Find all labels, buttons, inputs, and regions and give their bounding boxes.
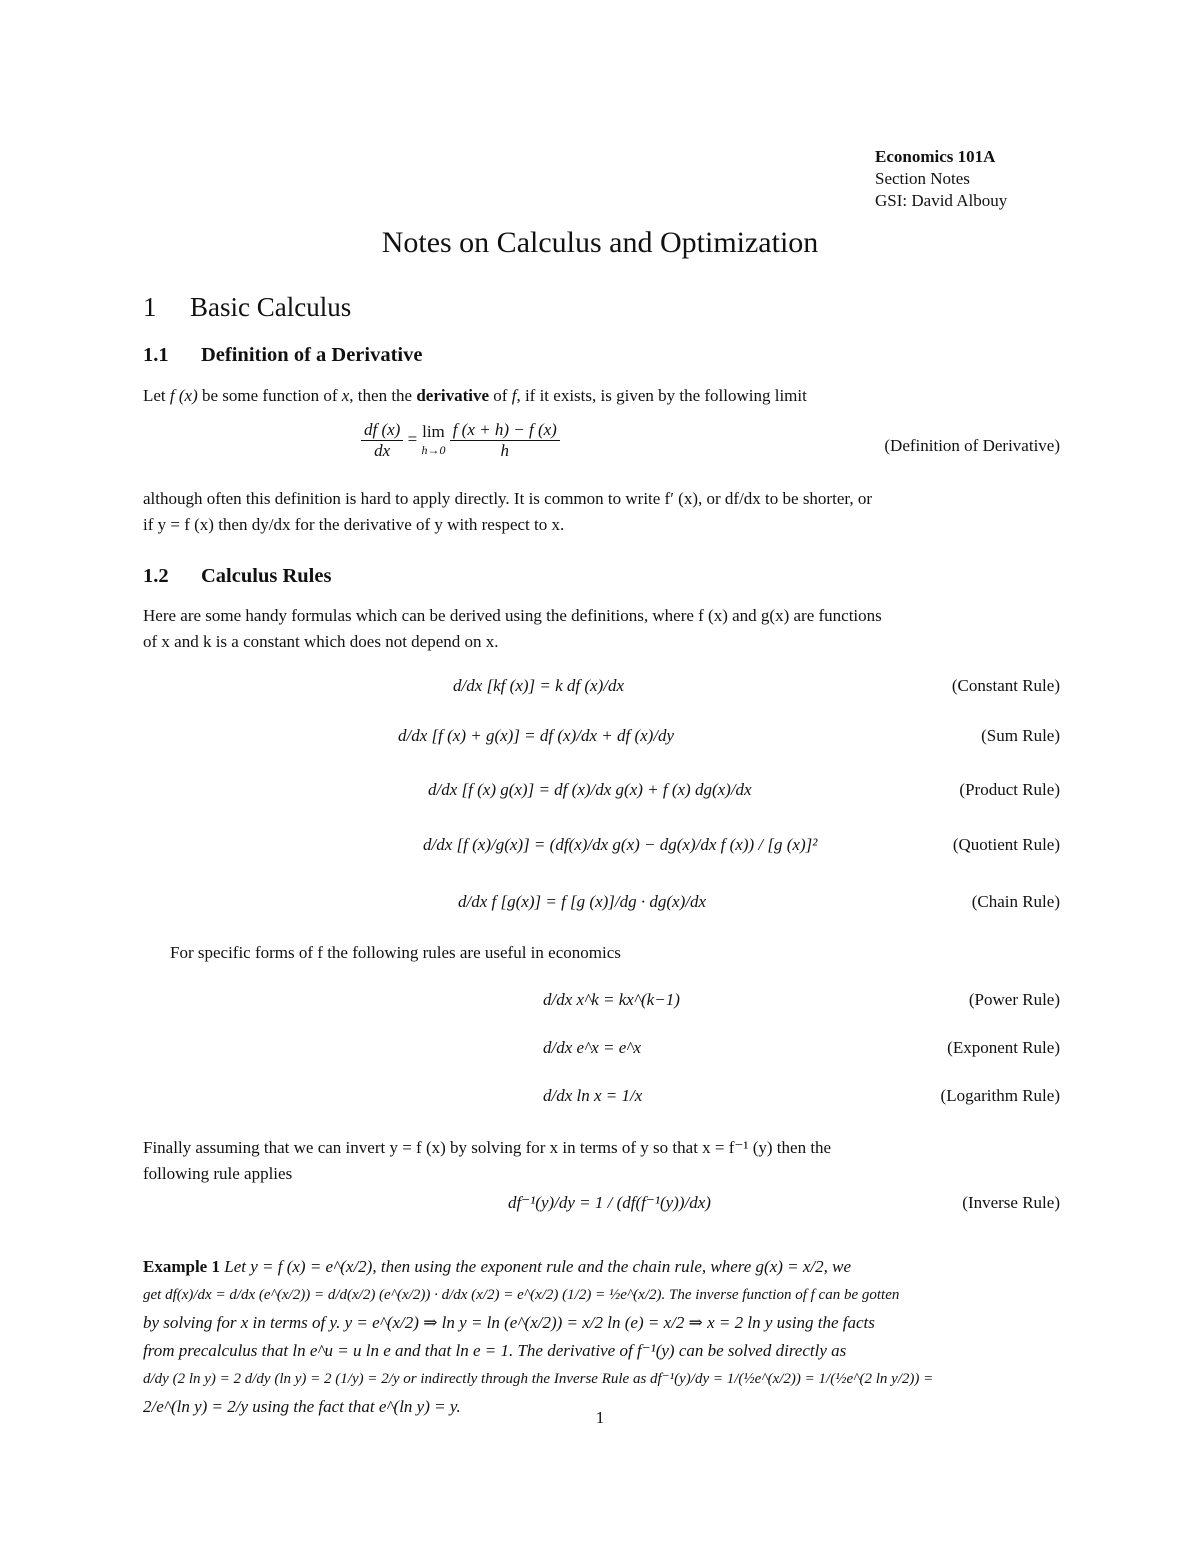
example-block (143, 1253, 1060, 1421)
rule-label: (Quotient Rule) (952, 835, 1060, 854)
rule-label: (Chain Rule) (971, 892, 1060, 911)
section-title: Definition of a Derivative (201, 344, 423, 366)
rule-power (143, 980, 1060, 1024)
rule-label: (Product Rule) (959, 780, 1060, 799)
section-number: 1.1 (143, 344, 169, 366)
lim-subscript: h→0 (421, 442, 446, 457)
rule-inverse (143, 1183, 1060, 1227)
example-line: get df(x)/dx = d/dx (e^(x/2)) = d/d(x/2) (e^(x/2)) · d/dx (x/2) = e^(x/2) (1/2) = ½e^(x/2). The inverse function of f can be gotten (143, 1287, 900, 1303)
section-title: Calculus Rules (201, 565, 332, 587)
rule-sum (143, 716, 1060, 760)
rule-expression: d/dx f [g(x)] = f [g (x)]/dg · dg(x)/dx (458, 892, 706, 911)
section-1-2-heading (143, 565, 331, 588)
rule-expression: d/dx [f (x) + g(x)] = df (x)/dx + df (x)/dy (398, 726, 675, 745)
lim-text: lim (422, 421, 445, 441)
section-1-heading (143, 292, 351, 323)
equation-definition (143, 420, 1060, 480)
after-definition-paragraph (143, 486, 1060, 538)
rule-expression: d/dx x^k = kx^(k−1) (543, 990, 680, 1009)
course-header (875, 146, 1007, 212)
equation-label: (Definition of Derivative) (884, 436, 1060, 455)
rule-label: (Inverse Rule) (962, 1193, 1060, 1212)
rule-quotient (143, 825, 1060, 869)
fraction (361, 420, 403, 461)
rules-paragraph (143, 603, 1060, 655)
section-notes-label: Section Notes (875, 169, 970, 188)
rule-expression: d/dx [f (x)/g(x)] = (df(x)/dx g(x) − dg(x)/dx f (x)) / [g (x)]² (423, 835, 818, 854)
page-number: 1 (595, 1408, 605, 1427)
denominator: h (500, 441, 509, 460)
rule-label: (Logarithm Rule) (940, 1086, 1060, 1105)
inverse-paragraph (143, 1135, 1060, 1187)
rule-expression: df⁻¹(y)/dy = 1 / (df(f⁻¹(y))/dx) (508, 1193, 711, 1212)
text-line: of x and k is a constant which does not depend on x. (143, 632, 499, 651)
rule-chain (143, 882, 1060, 926)
text: , if it exists, is given by the following limit (516, 386, 807, 405)
math-f: f (511, 386, 517, 405)
text-line: Finally assuming that we can invert y = f (x) by solving for x in terms of y so that x = f⁻¹ (y) then the (143, 1138, 832, 1157)
denominator: dx (374, 441, 391, 460)
rule-exponent (143, 1028, 1060, 1072)
text: be some function of (197, 386, 342, 405)
rule-expression: d/dx ln x = 1/x (543, 1086, 643, 1105)
example-line: Let y = f (x) = e^(x/2), then using the exponent rule and the chain rule, where g(x) = x/2, we (224, 1257, 852, 1276)
math-x: x (341, 386, 350, 405)
rule-label: (Constant Rule) (951, 676, 1060, 695)
text-line: although often this definition is hard to apply directly. It is common to write f′ (x), or df/dx to be shorter, or (143, 489, 873, 508)
example-line: d/dy (2 ln y) = 2 d/dy (ln y) = 2 (1/y) = 2/y or indirectly through the Inverse Rule as df⁻¹(y)/dy = 1/(½e^(x/2)) = 1/(½e^(2 ln y/2)) = (143, 1371, 934, 1387)
gsi-name: GSI: David Albouy (875, 191, 1008, 210)
example-line: from precalculus that ln e^u = u ln e and that ln e = 1. The derivative of f⁻¹(y) can be solved directly as (143, 1341, 847, 1360)
text: , then the (349, 386, 417, 405)
document-title: Notes on Calculus and Optimization (381, 226, 819, 259)
example-label: Example 1 (143, 1257, 220, 1276)
limit (421, 422, 445, 460)
rule-expression: d/dx [f (x) g(x)] = df (x)/dx g(x) + f (x) dg(x)/dx (428, 780, 752, 799)
rule-constant (143, 666, 1060, 710)
math-fx: f (x) (169, 386, 198, 405)
numerator: df (x) (361, 420, 403, 441)
course-name: Economics 101A (875, 147, 996, 166)
rule-product (143, 770, 1060, 814)
section-1-1-heading (143, 344, 422, 367)
section-number: 1.2 (143, 565, 169, 587)
rule-logarithm (143, 1076, 1060, 1120)
econ-rules-intro: For specific forms of f the following rules are useful in economics (170, 943, 621, 962)
example-line: 2/e^(ln y) = 2/y using the fact that e^(ln y) = y. (143, 1397, 461, 1416)
text-line: Here are some handy formulas which can be derived using the definitions, where f (x) and g(x) are functions (143, 606, 882, 625)
section-number: 1 (143, 292, 157, 322)
text: Let (143, 386, 170, 405)
definition-paragraph (143, 383, 1060, 409)
text-line: following rule applies (143, 1164, 293, 1183)
rule-expression: d/dx [kf (x)] = k df (x)/dx (453, 676, 625, 695)
rule-expression: d/dx e^x = e^x (543, 1038, 642, 1057)
text-line: if y = f (x) then dy/dx for the derivative of y with respect to x. (143, 515, 565, 534)
example-line: by solving for x in terms of y. y = e^(x/2) ⇒ ln y = ln (e^(x/2)) = x/2 ln (e) = x/2 ⇒ x = 2 ln y using the facts (143, 1313, 875, 1332)
bold-term: derivative (416, 386, 490, 405)
equation-body: $\frac{df (x)}{dx}$ = lim h→0 $\frac{f (x + h) - f (x)}{h}$ (361, 420, 560, 461)
rule-label: (Sum Rule) (981, 726, 1060, 745)
text: of (489, 386, 512, 405)
rule-label: (Exponent Rule) (947, 1038, 1060, 1057)
fraction (450, 420, 560, 461)
numerator: f (x + h) − f (x) (450, 420, 560, 441)
section-title: Basic Calculus (190, 292, 352, 322)
rule-label: (Power Rule) (968, 990, 1060, 1009)
